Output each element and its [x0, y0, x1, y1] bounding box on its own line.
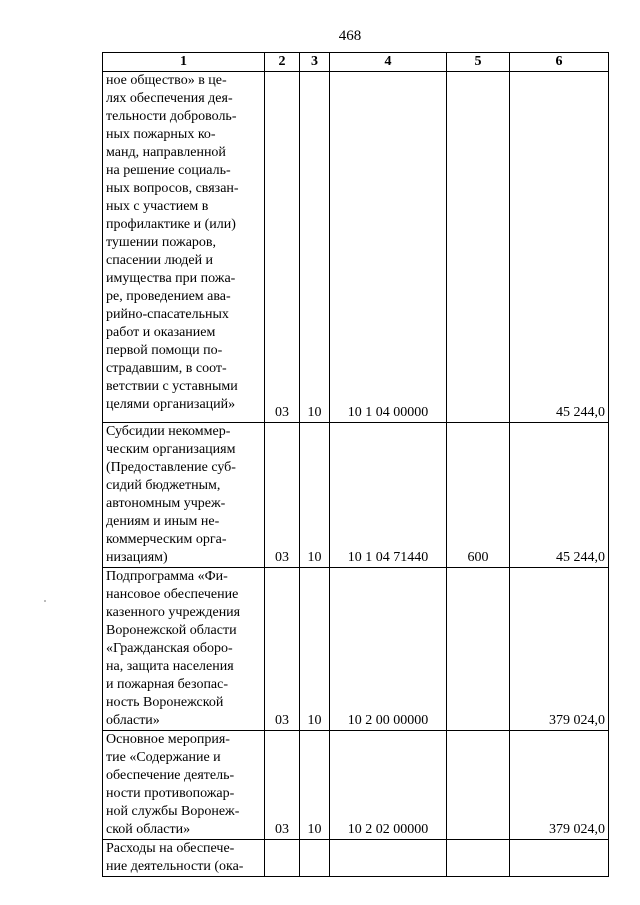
row-section: 03: [265, 568, 300, 731]
table-row: [103, 731, 609, 840]
row-target-code: 10 1 04 00000: [330, 72, 447, 423]
budget-table: [102, 52, 609, 877]
table-row: [103, 72, 609, 423]
row-target-code: [330, 840, 447, 877]
header-cell-3: 3: [300, 53, 330, 72]
scan-speck: [44, 600, 46, 602]
header-cell-5: 5: [447, 53, 510, 72]
table-row: [103, 840, 609, 877]
row-section: 03: [265, 72, 300, 423]
row-target-code: 10 2 00 00000: [330, 568, 447, 731]
row-name: Подпрограмма «Фи- нансовое обеспечение казенного учреждения Воронежской области «Гражданская оборо- на, защита населения и пожарная безопас- ность Воронежской области»: [103, 568, 265, 731]
row-target-code: 10 2 02 00000: [330, 731, 447, 840]
row-name: ное общество» в це- лях обеспечения дея- тельности доброволь- ных пожарных ко- манд, направленной на решение социаль- ных вопросов, связан- ных с участием в профилактике и (или) тушении пожаров, спасении людей и имущества при пожа- ре, проведением ава- рийно-спасательных работ и оказанием первой помощи по- страдавшим, в соот- ветствии с уставными целями организаций»: [103, 72, 265, 423]
row-subsection: 10: [300, 731, 330, 840]
row-section: 03: [265, 423, 300, 568]
row-subsection: 10: [300, 72, 330, 423]
row-section: 03: [265, 731, 300, 840]
row-target-code: 10 1 04 71440: [330, 423, 447, 568]
header-cell-6: 6: [510, 53, 609, 72]
row-subsection: 10: [300, 423, 330, 568]
row-expense-type: [447, 731, 510, 840]
row-name: Субсидии некоммер- ческим организациям (Предоставление суб- сидий бюджетным, автономным учреж- дениям и иным не- коммерческим орга- низациям): [103, 423, 265, 568]
row-name: Основное мероприя- тие «Содержание и обеспечение деятель- ности противопожар- ной службы Воронеж- ской области»: [103, 731, 265, 840]
table-row: [103, 423, 609, 568]
row-section: [265, 840, 300, 877]
row-amount: 45 244,0: [510, 72, 609, 423]
page-number: 468: [338, 28, 362, 44]
row-subsection: 10: [300, 568, 330, 731]
row-expense-type: [447, 72, 510, 423]
table-row: [103, 568, 609, 731]
row-subsection: [300, 840, 330, 877]
row-amount: [510, 840, 609, 877]
row-expense-type: [447, 568, 510, 731]
header-cell-2: 2: [265, 53, 300, 72]
row-name: Расходы на обеспече- ние деятельности (ока-: [103, 840, 265, 877]
header-row: [103, 53, 609, 72]
row-expense-type: 600: [447, 423, 510, 568]
row-amount: 45 244,0: [510, 423, 609, 568]
header-cell-1: 1: [103, 53, 265, 72]
row-expense-type: [447, 840, 510, 877]
row-amount: 379 024,0: [510, 731, 609, 840]
header-cell-4: 4: [330, 53, 447, 72]
row-amount: 379 024,0: [510, 568, 609, 731]
